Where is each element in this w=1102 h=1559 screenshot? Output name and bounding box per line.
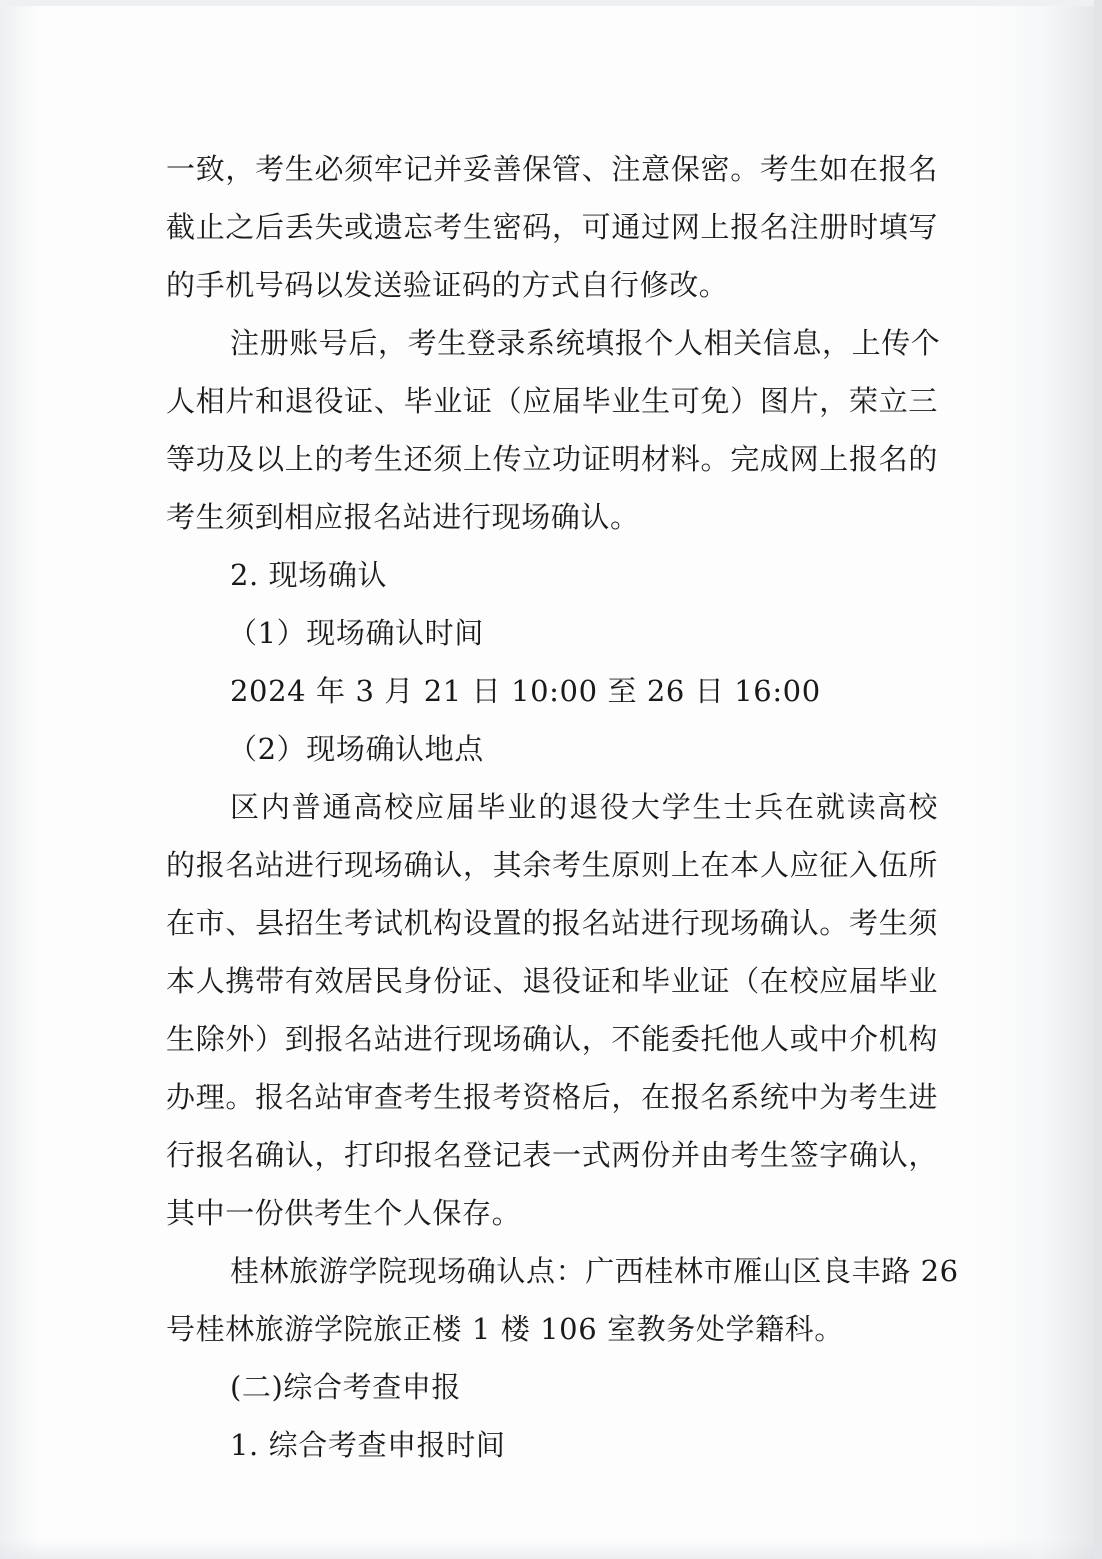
- text-line: 的报名站进行现场确认，其余考生原则上在本人应征入伍所: [166, 848, 938, 882]
- text-line: 等功及以上的考生还须上传立功证明材料。完成网上报名的: [166, 442, 938, 476]
- text-line: 号桂林旅游学院旅正楼 1 楼 106 室教务处学籍科。: [166, 1312, 844, 1346]
- text-line: 截止之后丢失或遗忘考生密码，可通过网上报名注册时填写: [166, 210, 938, 244]
- paragraph-password-note: [166, 140, 938, 314]
- section-heading-comprehensive-review: (二)综合考查申报: [230, 1370, 462, 1404]
- subheading-review-time: 1. 综合考查申报时间: [230, 1428, 506, 1462]
- text-line: 注册账号后，考生登录系统填报个人相关信息，上传个: [230, 326, 941, 360]
- text-line: 生除外）到报名站进行现场确认，不能委托他人或中介机构: [166, 1022, 938, 1056]
- text-line: 区内普通高校应届毕业的退役大学生士兵在就读高校: [230, 790, 938, 824]
- paragraph-confirm-location-detail: [166, 778, 938, 1242]
- scan-edge-right: [1094, 0, 1102, 1559]
- text-line: 考生须到相应报名站进行现场确认。: [166, 500, 640, 534]
- text-line: 办理。报名站审查考生报考资格后，在报名系统中为考生进: [166, 1080, 938, 1114]
- subheading-confirm-location: （2）现场确认地点: [228, 732, 484, 766]
- text-line: 其中一份供考生个人保存。: [166, 1196, 522, 1230]
- subheading-confirm-time: （1）现场确认时间: [228, 616, 484, 650]
- text-line: 本人携带有效居民身份证、退役证和毕业证（在校应届毕业: [166, 964, 938, 998]
- document-body: [166, 140, 959, 1474]
- confirm-time-value: 2024 年 3 月 21 日 10:00 至 26 日 16:00: [230, 674, 821, 708]
- text-line: 在市、县招生考试机构设置的报名站进行现场确认。考生须: [166, 906, 938, 940]
- section-heading-onsite-confirm: 2. 现场确认: [230, 558, 388, 592]
- text-line: 的手机号码以发送验证码的方式自行修改。: [166, 268, 729, 302]
- text-line: 桂林旅游学院现场确认点：广西桂林市雁山区良丰路 26: [230, 1254, 959, 1288]
- text-line: 行报名确认，打印报名登记表一式两份并由考生签字确认，: [166, 1138, 938, 1172]
- paragraph-guilin-tourism-site: [166, 1242, 959, 1358]
- paragraph-register-info: [166, 314, 941, 546]
- text-line: 一致，考生必须牢记并妥善保管、注意保密。考生如在报名: [166, 152, 938, 186]
- text-line: 人相片和退役证、毕业证（应届毕业生可免）图片，荣立三: [166, 384, 938, 418]
- scan-edge-top: [0, 0, 1102, 6]
